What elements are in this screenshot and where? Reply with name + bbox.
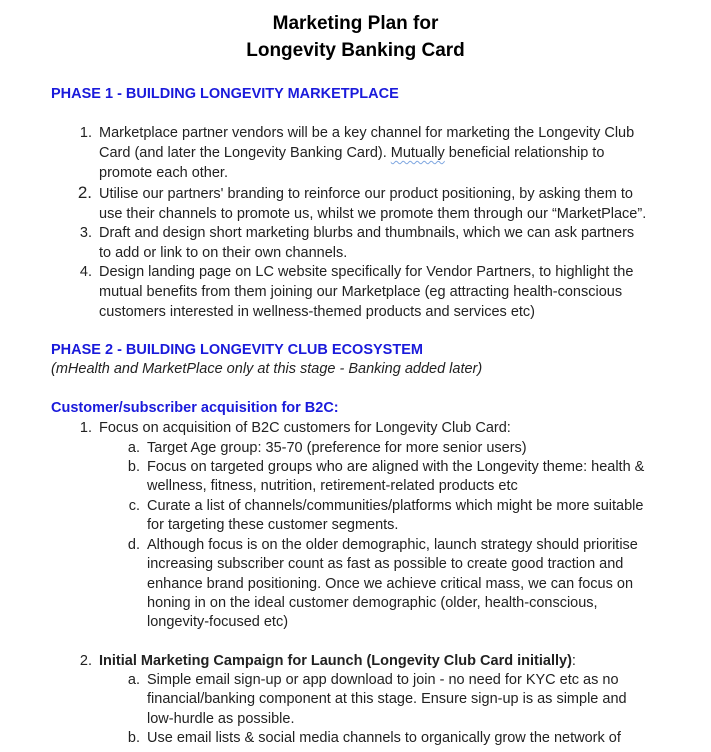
phase-2-item-1c-line-2: for targeting these customer segments. (147, 517, 399, 533)
phase-1-item-3-marker: 3. (79, 225, 92, 241)
phase-2-item-2a-line-3: low-hurdle as possible. (147, 711, 295, 727)
phase-2-item-1b-line-2: wellness, fitness, nutrition, retirement-related products etc (147, 478, 518, 494)
phase-1-item-4-marker: 4. (79, 264, 92, 280)
phase-2-item-1d-line-5: longevity-focused etc) (147, 614, 289, 630)
phase-2-item-1d-line-4: honing in on the ideal customer demographic (older, health-conscious, (147, 595, 598, 611)
phase-2-note: (mHealth and MarketPlace only at this stage - Banking added later) (51, 361, 483, 377)
phase-2-item-2-colon: : (571, 653, 576, 669)
phase-2-item-2-bold-text: Initial Marketing Campaign for Launch (Longevity Club Card initially) (99, 653, 572, 669)
phase-2-item-1d-line-2: increasing subscriber count as fast as possible to create good traction and (147, 556, 624, 572)
phase-2-item-1-text: Focus on acquisition of B2C customers for Longevity Club Card: (99, 420, 511, 436)
phase-1-item-4-line-2: mutual benefits from them joining our Marketplace (eg attracting health-conscious (99, 284, 623, 300)
phase-1-item-1-text: Card (and later the Longevity Banking Card). (99, 145, 391, 161)
spellcheck-flagged-word[interactable]: Mutually (390, 145, 445, 161)
phase-2-item-2b-line-1: Use email lists & social media channels to organically grow the network of (147, 730, 621, 746)
phase-1-item-4-line-3: customers interested in wellness-themed products and services etc) (99, 304, 535, 320)
phase-1-heading: PHASE 1 - BUILDING LONGEVITY MARKETPLACE (51, 86, 399, 102)
phase-1-item-1-text-cont: beneficial relationship to (444, 145, 605, 161)
phase-2-item-2a-marker: a. (127, 672, 140, 688)
phase-2-item-1a-line-1: Target Age group: 35-70 (preference for more senior users) (147, 440, 527, 456)
phase-2-item-1a-marker: a. (127, 440, 140, 456)
phase-2-item-1d-marker: d. (127, 537, 140, 553)
phase-2-item-2-title (99, 651, 576, 671)
phase-2-item-2a-line-2: financial/banking component at this stage. Ensure sign-up is as simple and (147, 691, 627, 707)
phase-1-item-3-line-2: to add or link to on their own channels. (99, 245, 348, 261)
phase-2-item-1d-line-1: Although focus is on the older demographic, launch strategy should prioritise (147, 537, 638, 553)
document-title-line-2: Longevity Banking Card (246, 40, 465, 61)
phase-2-item-1d-line-3: enhance brand positioning. Once we achieve critical mass, we can focus on (147, 576, 634, 592)
phase-2-item-2-marker: 2. (79, 653, 92, 669)
phase-1-item-2-line-1: Utilise our partners' branding to reinforce our product positioning, by asking them to (99, 186, 633, 202)
phase-2-item-1b-marker: b. (127, 459, 140, 475)
phase-2-item-1c-marker: c. (128, 498, 140, 514)
phase-1-item-2-line-2: use their channels to promote us, whilst we promote them through our “MarketPlace”. (99, 206, 647, 222)
phase-1-item-1-line-3: promote each other. (99, 165, 228, 181)
phase-1-item-1-line-1: Marketplace partner vendors will be a key channel for marketing the Longevity Club (99, 125, 635, 141)
b2c-acquisition-subheading: Customer/subscriber acquisition for B2C: (51, 400, 339, 416)
phase-1-item-4-line-1: Design landing page on LC website specifically for Vendor Partners, to highlight the (99, 264, 634, 280)
phase-1-item-3-line-1: Draft and design short marketing blurbs and thumbnails, which we can ask partners (99, 225, 635, 241)
phase-2-heading: PHASE 2 - BUILDING LONGEVITY CLUB ECOSYSTEM (51, 342, 423, 358)
phase-2-item-1-marker: 1. (79, 420, 92, 436)
phase-2-item-2a-line-1: Simple email sign-up or app download to join - no need for KYC etc as no (147, 672, 619, 688)
phase-2-item-2b-marker: b. (127, 730, 140, 746)
phase-1-item-2-marker: 2. (77, 183, 92, 202)
phase-2-item-1b-line-1: Focus on targeted groups who are aligned with the Longevity theme: health & (147, 459, 645, 475)
phase-1-item-1-marker: 1. (79, 125, 92, 141)
phase-2-item-1c-line-1: Curate a list of channels/communities/platforms which might be more suitable (147, 498, 644, 514)
phase-1-item-1-line-2 (99, 143, 604, 163)
document-title-line-1: Marketing Plan for (272, 13, 439, 34)
